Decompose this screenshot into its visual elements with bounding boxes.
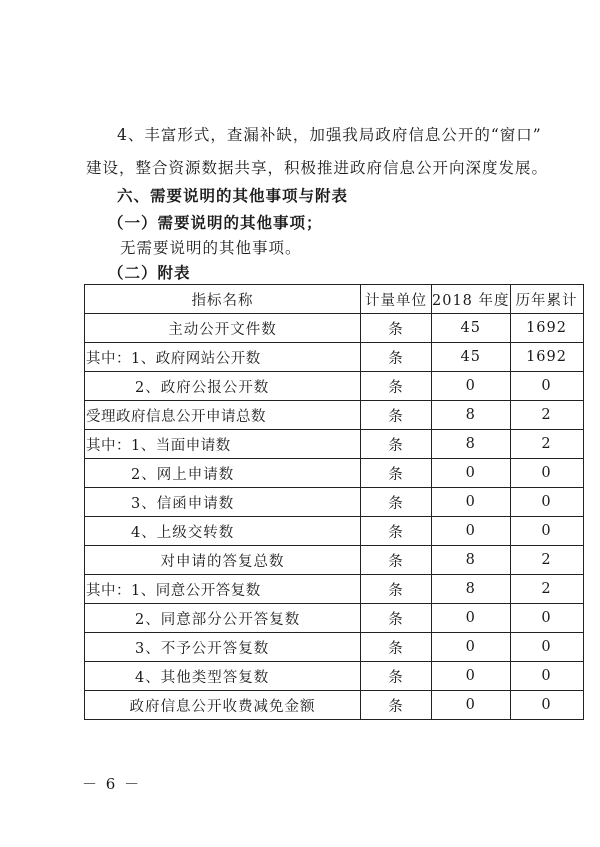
cell-year: 0 bbox=[432, 691, 511, 720]
cell-name: 其中：1、当面申请数 bbox=[85, 430, 361, 459]
table-row bbox=[85, 401, 584, 430]
cell-total: 0 bbox=[510, 372, 583, 401]
cell-year: 45 bbox=[432, 314, 511, 343]
cell-unit: 条 bbox=[361, 575, 432, 604]
table-row bbox=[85, 662, 584, 691]
cell-name: 政府信息公开收费减免金额 bbox=[85, 691, 361, 720]
cell-total: 0 bbox=[510, 604, 583, 633]
subsection-1-text: 无需要说明的其他事项。 bbox=[120, 239, 302, 257]
cell-name: 4、上级交转数 bbox=[85, 517, 361, 546]
table-row bbox=[85, 459, 584, 488]
cell-total: 1692 bbox=[510, 343, 583, 372]
cell-total: 1692 bbox=[510, 314, 583, 343]
cell-total: 0 bbox=[510, 662, 583, 691]
appendix-table bbox=[84, 284, 584, 720]
cell-name: 其中：1、政府网站公开数 bbox=[85, 343, 361, 372]
cell-unit: 条 bbox=[361, 517, 432, 546]
cell-year: 0 bbox=[432, 372, 511, 401]
cell-unit: 条 bbox=[361, 343, 432, 372]
cell-name: 主动公开文件数 bbox=[85, 314, 361, 343]
cell-name: 3、不予公开答复数 bbox=[85, 633, 361, 662]
section-6-heading: 六、需要说明的其他事项与附表 bbox=[117, 187, 349, 205]
cell-name: 其中：1、同意公开答复数 bbox=[85, 575, 361, 604]
table-row bbox=[85, 314, 584, 343]
table-row bbox=[85, 575, 584, 604]
cell-total: 2 bbox=[510, 546, 583, 575]
cell-unit: 条 bbox=[361, 430, 432, 459]
cell-unit: 条 bbox=[361, 546, 432, 575]
page-number: － 6 － bbox=[82, 775, 142, 793]
header-unit: 计量单位 bbox=[361, 285, 432, 314]
table-row bbox=[85, 488, 584, 517]
cell-year: 0 bbox=[432, 517, 511, 546]
cell-year: 0 bbox=[432, 633, 511, 662]
subsection-2-heading: （二）附表 bbox=[108, 264, 191, 282]
subsection-1-heading: （一）需要说明的其他事项； bbox=[108, 214, 323, 232]
cell-total: 0 bbox=[510, 691, 583, 720]
cell-name: 2、网上申请数 bbox=[85, 459, 361, 488]
cell-unit: 条 bbox=[361, 488, 432, 517]
cell-unit: 条 bbox=[361, 633, 432, 662]
cell-year: 45 bbox=[432, 343, 511, 372]
header-cumulative: 历年累计 bbox=[510, 285, 583, 314]
cell-total: 0 bbox=[510, 633, 583, 662]
cell-name: 2、同意部分公开答复数 bbox=[85, 604, 361, 633]
cell-total: 2 bbox=[510, 430, 583, 459]
cell-total: 2 bbox=[510, 401, 583, 430]
cell-name: 4、其他类型答复数 bbox=[85, 662, 361, 691]
table-row bbox=[85, 604, 584, 633]
cell-unit: 条 bbox=[361, 314, 432, 343]
table-row bbox=[85, 546, 584, 575]
cell-name: 3、信函申请数 bbox=[85, 488, 361, 517]
cell-unit: 条 bbox=[361, 662, 432, 691]
cell-year: 0 bbox=[432, 459, 511, 488]
header-indicator: 指标名称 bbox=[85, 285, 361, 314]
cell-unit: 条 bbox=[361, 372, 432, 401]
cell-total: 0 bbox=[510, 517, 583, 546]
cell-unit: 条 bbox=[361, 459, 432, 488]
cell-year: 8 bbox=[432, 430, 511, 459]
table-row bbox=[85, 372, 584, 401]
cell-name: 受理政府信息公开申请总数 bbox=[85, 401, 361, 430]
table-row bbox=[85, 633, 584, 662]
cell-year: 8 bbox=[432, 401, 511, 430]
cell-name: 2、政府公报公开数 bbox=[85, 372, 361, 401]
cell-year: 0 bbox=[432, 604, 511, 633]
table-row bbox=[85, 517, 584, 546]
table-row bbox=[85, 691, 584, 720]
table-row bbox=[85, 343, 584, 372]
header-2018: 2018 年度 bbox=[432, 285, 511, 314]
cell-unit: 条 bbox=[361, 401, 432, 430]
cell-year: 8 bbox=[432, 546, 511, 575]
table-row bbox=[85, 430, 584, 459]
cell-total: 0 bbox=[510, 488, 583, 517]
cell-unit: 条 bbox=[361, 691, 432, 720]
cell-total: 2 bbox=[510, 575, 583, 604]
cell-year: 0 bbox=[432, 662, 511, 691]
paragraph-4-line-1: 4、丰富形式，查漏补缺，加强我局政府信息公开的“窗口” bbox=[117, 126, 542, 144]
table-header-row bbox=[85, 285, 584, 314]
paragraph-4-line-2: 建设，整合资源数据共享，积极推进政府信息公开向深度发展。 bbox=[86, 159, 549, 177]
cell-year: 0 bbox=[432, 488, 511, 517]
cell-total: 0 bbox=[510, 459, 583, 488]
cell-name: 对申请的答复总数 bbox=[85, 546, 361, 575]
cell-year: 8 bbox=[432, 575, 511, 604]
cell-unit: 条 bbox=[361, 604, 432, 633]
